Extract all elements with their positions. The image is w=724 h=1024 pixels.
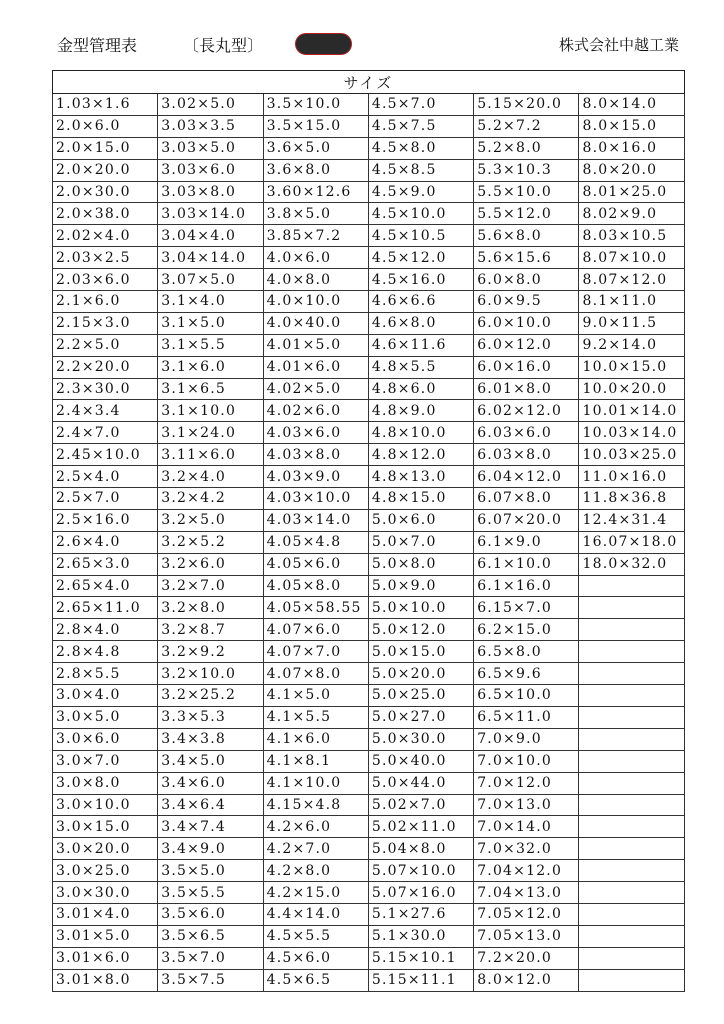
- table-row: [53, 882, 685, 904]
- size-cell: 4.8×5.5: [368, 356, 473, 378]
- table-row: [53, 816, 685, 838]
- table-row: [53, 378, 685, 400]
- size-cell: 3.1×6.0: [158, 356, 263, 378]
- size-cell: 4.02×5.0: [263, 378, 368, 400]
- size-cell: 8.03×10.5: [579, 225, 684, 247]
- size-cell: [579, 969, 684, 991]
- size-cell: 7.0×14.0: [474, 816, 579, 838]
- table-row: [53, 181, 685, 203]
- size-cell: 3.5×6.0: [158, 903, 263, 925]
- table-row: [53, 509, 685, 531]
- size-cell: 4.5×8.5: [368, 159, 473, 181]
- size-cell: 4.2×7.0: [263, 838, 368, 860]
- size-cell: 2.5×7.0: [53, 488, 158, 510]
- size-cell: 4.5×10.0: [368, 203, 473, 225]
- size-cell: 8.0×14.0: [579, 94, 684, 116]
- size-cell: 2.8×4.8: [53, 641, 158, 663]
- size-cell: 7.0×13.0: [474, 794, 579, 816]
- table-row: [53, 466, 685, 488]
- size-cell: 5.2×8.0: [474, 137, 579, 159]
- size-cell: [579, 575, 684, 597]
- size-cell: 4.07×8.0: [263, 663, 368, 685]
- size-cell: 6.0×10.0: [474, 312, 579, 334]
- size-cell: 3.5×7.0: [158, 947, 263, 969]
- table-row: [53, 728, 685, 750]
- size-cell: 5.0×27.0: [368, 706, 473, 728]
- size-cell: 1.03×1.6: [53, 94, 158, 116]
- size-cell: 6.01×8.0: [474, 378, 579, 400]
- table-row: [53, 247, 685, 269]
- size-cell: [579, 925, 684, 947]
- table-row: [53, 706, 685, 728]
- size-cell: [579, 728, 684, 750]
- size-cell: 6.15×7.0: [474, 597, 579, 619]
- table-row: [53, 794, 685, 816]
- table-row: [53, 750, 685, 772]
- size-cell: 4.8×6.0: [368, 378, 473, 400]
- size-cell: 7.05×12.0: [474, 903, 579, 925]
- table-row: [53, 203, 685, 225]
- size-cell: 2.0×20.0: [53, 159, 158, 181]
- size-heading: サイズ: [53, 71, 685, 94]
- size-cell: [579, 772, 684, 794]
- size-cell: 8.1×11.0: [579, 291, 684, 313]
- size-cell: 5.0×6.0: [368, 509, 473, 531]
- size-cell: 4.5×9.0: [368, 181, 473, 203]
- table-row: [53, 838, 685, 860]
- table-row: [53, 553, 685, 575]
- mold-type-label: 〔長丸型〕: [183, 36, 264, 55]
- size-cell: 6.0×12.0: [474, 334, 579, 356]
- size-cell: 4.4×14.0: [263, 903, 368, 925]
- size-cell: 3.3×5.3: [158, 706, 263, 728]
- size-cell: 8.01×25.0: [579, 181, 684, 203]
- size-cell: 3.2×8.7: [158, 619, 263, 641]
- size-cell: 3.5×7.5: [158, 969, 263, 991]
- size-cell: 4.0×8.0: [263, 269, 368, 291]
- size-cell: 4.5×16.0: [368, 269, 473, 291]
- size-cell: 6.03×6.0: [474, 422, 579, 444]
- size-cell: 3.4×7.4: [158, 816, 263, 838]
- size-cell: 7.0×32.0: [474, 838, 579, 860]
- size-cell: 3.5×5.0: [158, 860, 263, 882]
- size-cell: 10.0×20.0: [579, 378, 684, 400]
- size-cell: 3.01×4.0: [53, 903, 158, 925]
- size-cell: 3.03×3.5: [158, 115, 263, 137]
- size-cell: [579, 794, 684, 816]
- size-cell: 4.1×8.1: [263, 750, 368, 772]
- size-cell: 2.2×20.0: [53, 356, 158, 378]
- size-cell: 3.5×15.0: [263, 115, 368, 137]
- table-row: [53, 619, 685, 641]
- size-cell: 4.5×12.0: [368, 247, 473, 269]
- size-cell: 3.4×5.0: [158, 750, 263, 772]
- size-cell: 3.0×30.0: [53, 882, 158, 904]
- size-cell: 3.01×6.0: [53, 947, 158, 969]
- size-cell: 6.0×16.0: [474, 356, 579, 378]
- size-cell: 6.5×8.0: [474, 641, 579, 663]
- size-cell: 4.05×6.0: [263, 553, 368, 575]
- size-cell: 3.0×10.0: [53, 794, 158, 816]
- size-cell: 4.0×40.0: [263, 312, 368, 334]
- size-cell: 3.04×4.0: [158, 225, 263, 247]
- table-row: [53, 444, 685, 466]
- size-cell: 4.0×6.0: [263, 247, 368, 269]
- size-cell: 5.15×10.1: [368, 947, 473, 969]
- size-cell: 4.1×10.0: [263, 772, 368, 794]
- size-cell: 7.0×12.0: [474, 772, 579, 794]
- size-cell: 5.5×10.0: [474, 181, 579, 203]
- size-cell: 3.03×6.0: [158, 159, 263, 181]
- size-cell: 5.15×11.1: [368, 969, 473, 991]
- size-cell: 3.03×8.0: [158, 181, 263, 203]
- size-cell: 3.5×10.0: [263, 94, 368, 116]
- size-cell: 3.1×5.5: [158, 334, 263, 356]
- size-cell: 3.02×5.0: [158, 94, 263, 116]
- document-header: [0, 30, 724, 62]
- size-cell: 4.8×15.0: [368, 488, 473, 510]
- size-cell: 5.02×11.0: [368, 816, 473, 838]
- size-cell: 7.0×10.0: [474, 750, 579, 772]
- size-cell: 3.2×4.0: [158, 466, 263, 488]
- size-cell: 7.04×13.0: [474, 882, 579, 904]
- size-cell: 4.05×58.55: [263, 597, 368, 619]
- size-cell: 3.2×4.2: [158, 488, 263, 510]
- size-cell: 6.1×10.0: [474, 553, 579, 575]
- size-cell: 4.8×12.0: [368, 444, 473, 466]
- size-cell: 4.1×5.5: [263, 706, 368, 728]
- size-cell: 3.0×7.0: [53, 750, 158, 772]
- size-cell: 4.5×7.5: [368, 115, 473, 137]
- table-row: [53, 94, 685, 116]
- size-cell: 3.1×4.0: [158, 291, 263, 313]
- size-cell: 3.1×24.0: [158, 422, 263, 444]
- size-cell: 8.0×16.0: [579, 137, 684, 159]
- size-cell: 6.5×9.6: [474, 663, 579, 685]
- size-cell: [579, 750, 684, 772]
- size-cell: 2.65×3.0: [53, 553, 158, 575]
- size-cell: 6.0×9.5: [474, 291, 579, 313]
- size-cell: 12.4×31.4: [579, 509, 684, 531]
- table-row: [53, 356, 685, 378]
- size-cell: 4.07×6.0: [263, 619, 368, 641]
- size-cell: [579, 903, 684, 925]
- size-cell: 5.0×25.0: [368, 685, 473, 707]
- size-cell: 3.0×15.0: [53, 816, 158, 838]
- size-cell: 5.1×27.6: [368, 903, 473, 925]
- table-row: [53, 969, 685, 991]
- size-cell: [579, 860, 684, 882]
- size-cell: 4.1×5.0: [263, 685, 368, 707]
- size-cell: 3.0×5.0: [53, 706, 158, 728]
- company-name: 株式会社中越工業: [558, 36, 679, 54]
- size-cell: 5.15×20.0: [474, 94, 579, 116]
- table-row: [53, 925, 685, 947]
- size-cell: 6.2×15.0: [474, 619, 579, 641]
- size-cell: 10.03×14.0: [579, 422, 684, 444]
- size-cell: 4.5×10.5: [368, 225, 473, 247]
- size-cell: [579, 882, 684, 904]
- size-cell: 6.5×11.0: [474, 706, 579, 728]
- size-cell: [579, 685, 684, 707]
- size-cell: 3.2×5.0: [158, 509, 263, 531]
- table-row: [53, 947, 685, 969]
- size-cell: 10.0×15.0: [579, 356, 684, 378]
- size-cell: 4.6×8.0: [368, 312, 473, 334]
- size-cell: [579, 641, 684, 663]
- size-cell: 10.03×25.0: [579, 444, 684, 466]
- size-cell: 5.0×9.0: [368, 575, 473, 597]
- table-row: [53, 115, 685, 137]
- table-row: [53, 488, 685, 510]
- table-row: [53, 685, 685, 707]
- size-cell: 4.03×14.0: [263, 509, 368, 531]
- size-cell: 5.0×30.0: [368, 728, 473, 750]
- table-row: [53, 225, 685, 247]
- table-row: [53, 159, 685, 181]
- size-cell: 4.1×6.0: [263, 728, 368, 750]
- size-cell: 3.1×6.5: [158, 378, 263, 400]
- size-cell: 2.8×4.0: [53, 619, 158, 641]
- size-cell: 3.01×5.0: [53, 925, 158, 947]
- size-cell: 3.60×12.6: [263, 181, 368, 203]
- size-cell: 3.2×9.2: [158, 641, 263, 663]
- table-row: [53, 312, 685, 334]
- document-title: 金型管理表: [57, 36, 138, 55]
- size-cell: 7.05×13.0: [474, 925, 579, 947]
- stamp-badge: [295, 33, 352, 55]
- size-cell: 2.0×38.0: [53, 203, 158, 225]
- size-cell: 5.0×10.0: [368, 597, 473, 619]
- size-cell: 2.4×3.4: [53, 400, 158, 422]
- size-cell: 3.2×8.0: [158, 597, 263, 619]
- table-row: [53, 641, 685, 663]
- size-cell: 2.4×7.0: [53, 422, 158, 444]
- size-cell: 3.0×6.0: [53, 728, 158, 750]
- size-cell: 4.03×9.0: [263, 466, 368, 488]
- size-cell: 5.0×20.0: [368, 663, 473, 685]
- size-cell: 2.65×11.0: [53, 597, 158, 619]
- size-cell: 9.0×11.5: [579, 312, 684, 334]
- size-cell: 3.2×10.0: [158, 663, 263, 685]
- size-cell: 2.02×4.0: [53, 225, 158, 247]
- size-cell: 3.03×5.0: [158, 137, 263, 159]
- size-cell: 3.1×10.0: [158, 400, 263, 422]
- size-cell: 3.2×25.2: [158, 685, 263, 707]
- size-cell: 2.0×6.0: [53, 115, 158, 137]
- size-cell: 18.0×32.0: [579, 553, 684, 575]
- size-cell: [579, 838, 684, 860]
- table-row: [53, 663, 685, 685]
- size-cell: 11.0×16.0: [579, 466, 684, 488]
- size-cell: 4.5×6.5: [263, 969, 368, 991]
- table-row: [53, 597, 685, 619]
- size-cell: 4.02×6.0: [263, 400, 368, 422]
- size-cell: 3.5×6.5: [158, 925, 263, 947]
- size-cell: 5.0×44.0: [368, 772, 473, 794]
- table-row: [53, 400, 685, 422]
- size-cell: 3.4×3.8: [158, 728, 263, 750]
- size-cell: 2.5×4.0: [53, 466, 158, 488]
- size-cell: 3.01×8.0: [53, 969, 158, 991]
- size-cell: 5.2×7.2: [474, 115, 579, 137]
- size-cell: 2.65×4.0: [53, 575, 158, 597]
- size-cell: 5.5×12.0: [474, 203, 579, 225]
- size-cell: 4.5×8.0: [368, 137, 473, 159]
- table-row: [53, 334, 685, 356]
- size-cell: 8.0×12.0: [474, 969, 579, 991]
- size-cell: 9.2×14.0: [579, 334, 684, 356]
- size-cell: [579, 619, 684, 641]
- size-cell: 4.0×10.0: [263, 291, 368, 313]
- size-cell: [579, 663, 684, 685]
- size-cell: [579, 597, 684, 619]
- size-cell: 3.0×20.0: [53, 838, 158, 860]
- size-cell: 4.6×11.6: [368, 334, 473, 356]
- size-cell: 16.07×18.0: [579, 531, 684, 553]
- size-cell: 2.45×10.0: [53, 444, 158, 466]
- table-row: [53, 137, 685, 159]
- table-row: [53, 422, 685, 444]
- size-cell: 6.02×12.0: [474, 400, 579, 422]
- size-cell: 4.6×6.6: [368, 291, 473, 313]
- table-row: [53, 772, 685, 794]
- size-cell: 4.03×8.0: [263, 444, 368, 466]
- size-cell: 3.2×6.0: [158, 553, 263, 575]
- size-cell: [579, 706, 684, 728]
- size-cell: 2.0×30.0: [53, 181, 158, 203]
- size-cell: 4.15×4.8: [263, 794, 368, 816]
- size-cell: 2.6×4.0: [53, 531, 158, 553]
- size-cell: 5.0×8.0: [368, 553, 473, 575]
- size-cell: [579, 947, 684, 969]
- size-cell: 4.03×10.0: [263, 488, 368, 510]
- size-cell: [579, 816, 684, 838]
- size-cell: 4.2×15.0: [263, 882, 368, 904]
- size-cell: 3.2×5.2: [158, 531, 263, 553]
- table-row: [53, 531, 685, 553]
- size-cell: 8.07×12.0: [579, 269, 684, 291]
- size-cell: 3.0×4.0: [53, 685, 158, 707]
- size-cell: 2.2×5.0: [53, 334, 158, 356]
- size-cell: 6.0×8.0: [474, 269, 579, 291]
- table-row: [53, 291, 685, 313]
- size-cell: 4.07×7.0: [263, 641, 368, 663]
- size-cell: 6.04×12.0: [474, 466, 579, 488]
- size-cell: 4.5×5.5: [263, 925, 368, 947]
- size-cell: 3.1×5.0: [158, 312, 263, 334]
- size-cell: 5.0×15.0: [368, 641, 473, 663]
- size-cell: 5.04×8.0: [368, 838, 473, 860]
- size-cell: 3.03×14.0: [158, 203, 263, 225]
- size-cell: 3.0×25.0: [53, 860, 158, 882]
- size-cell: 3.6×5.0: [263, 137, 368, 159]
- size-cell: 4.8×9.0: [368, 400, 473, 422]
- size-cell: 8.0×15.0: [579, 115, 684, 137]
- size-cell: 3.85×7.2: [263, 225, 368, 247]
- size-cell: 4.05×4.8: [263, 531, 368, 553]
- size-cell: 4.2×6.0: [263, 816, 368, 838]
- size-cell: 5.0×7.0: [368, 531, 473, 553]
- size-cell: 5.6×15.6: [474, 247, 579, 269]
- size-cell: 3.6×8.0: [263, 159, 368, 181]
- size-cell: 4.2×8.0: [263, 860, 368, 882]
- size-cell: 5.0×40.0: [368, 750, 473, 772]
- size-cell: 8.07×10.0: [579, 247, 684, 269]
- size-cell: 4.8×13.0: [368, 466, 473, 488]
- size-cell: 10.01×14.0: [579, 400, 684, 422]
- size-cell: 7.0×9.0: [474, 728, 579, 750]
- size-cell: 2.5×16.0: [53, 509, 158, 531]
- size-cell: 2.8×5.5: [53, 663, 158, 685]
- size-cell: 6.5×10.0: [474, 685, 579, 707]
- size-cell: 6.07×20.0: [474, 509, 579, 531]
- size-cell: 4.05×8.0: [263, 575, 368, 597]
- size-cell: 8.02×9.0: [579, 203, 684, 225]
- size-cell: 4.5×7.0: [368, 94, 473, 116]
- table-row: [53, 860, 685, 882]
- size-cell: 3.8×5.0: [263, 203, 368, 225]
- table-row: [53, 269, 685, 291]
- size-cell: 2.03×6.0: [53, 269, 158, 291]
- size-cell: 5.6×8.0: [474, 225, 579, 247]
- size-cell: 2.3×30.0: [53, 378, 158, 400]
- size-cell: 6.07×8.0: [474, 488, 579, 510]
- size-cell: 4.8×10.0: [368, 422, 473, 444]
- size-cell: 4.01×6.0: [263, 356, 368, 378]
- size-cell: 2.15×3.0: [53, 312, 158, 334]
- size-cell: 5.1×30.0: [368, 925, 473, 947]
- table-row: [53, 575, 685, 597]
- size-cell: 5.07×16.0: [368, 882, 473, 904]
- size-cell: 5.0×12.0: [368, 619, 473, 641]
- size-cell: 6.1×9.0: [474, 531, 579, 553]
- size-cell: 3.4×9.0: [158, 838, 263, 860]
- size-cell: 4.5×6.0: [263, 947, 368, 969]
- size-cell: 4.03×6.0: [263, 422, 368, 444]
- size-cell: 4.01×5.0: [263, 334, 368, 356]
- size-cell: 7.04×12.0: [474, 860, 579, 882]
- size-cell: 3.4×6.0: [158, 772, 263, 794]
- size-cell: 3.5×5.5: [158, 882, 263, 904]
- size-cell: 5.3×10.3: [474, 159, 579, 181]
- size-cell: 3.07×5.0: [158, 269, 263, 291]
- size-cell: 3.0×8.0: [53, 772, 158, 794]
- size-cell: 2.1×6.0: [53, 291, 158, 313]
- size-cell: 6.03×8.0: [474, 444, 579, 466]
- size-cell: 2.03×2.5: [53, 247, 158, 269]
- size-cell: 3.11×6.0: [158, 444, 263, 466]
- size-cell: 11.8×36.8: [579, 488, 684, 510]
- size-table-body: [53, 94, 685, 992]
- size-cell: 3.2×7.0: [158, 575, 263, 597]
- size-cell: 7.2×20.0: [474, 947, 579, 969]
- table-row: [53, 903, 685, 925]
- size-cell: 3.04×14.0: [158, 247, 263, 269]
- size-cell: 5.02×7.0: [368, 794, 473, 816]
- size-table: [52, 70, 685, 992]
- size-cell: 6.1×16.0: [474, 575, 579, 597]
- size-cell: 2.0×15.0: [53, 137, 158, 159]
- size-cell: 8.0×20.0: [579, 159, 684, 181]
- size-cell: 3.4×6.4: [158, 794, 263, 816]
- size-cell: 5.07×10.0: [368, 860, 473, 882]
